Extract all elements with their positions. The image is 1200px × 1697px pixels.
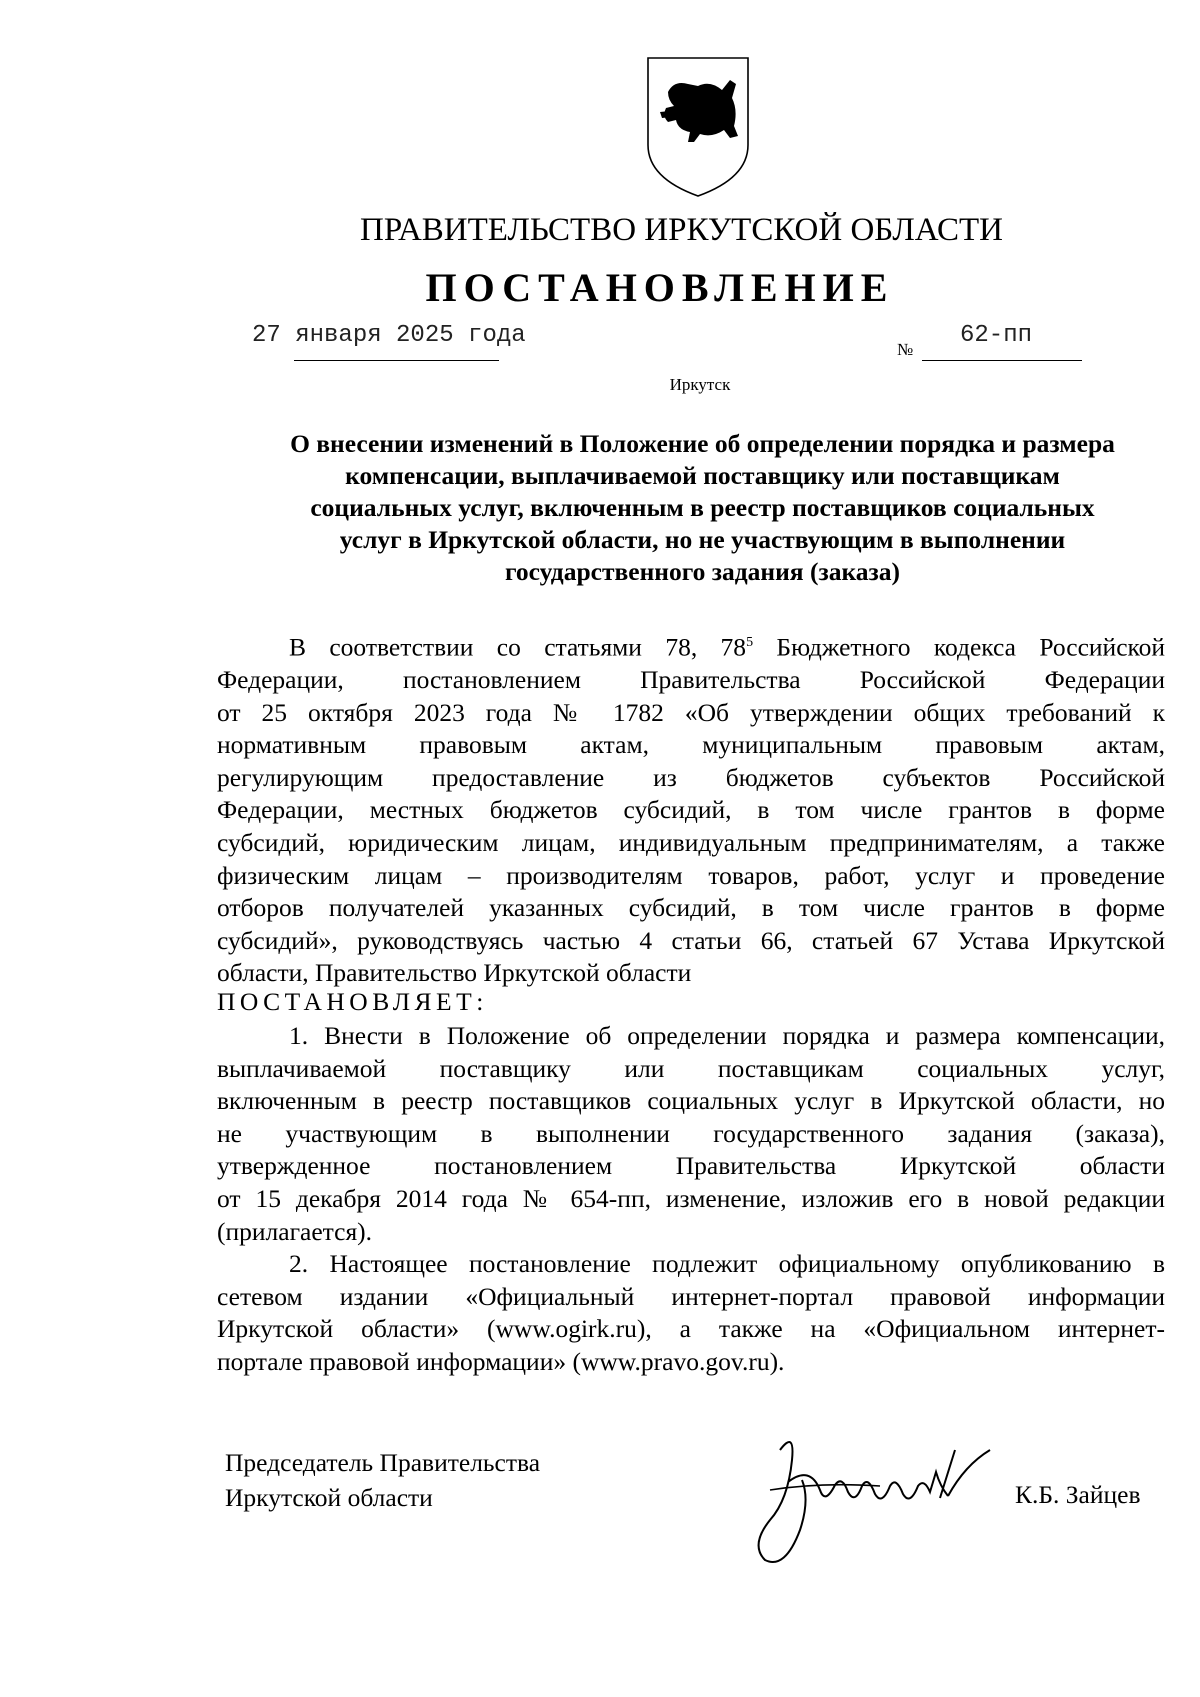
signatory-position (225, 1445, 540, 1515)
signatory-position-line: Иркутской области (225, 1483, 433, 1512)
resolves-heading: ПОСТАНОВЛЯЕТ: (217, 987, 488, 1016)
item-1-paragraph (217, 1020, 1165, 1248)
number-sign: № (897, 340, 914, 359)
number-underline (922, 360, 1082, 361)
paragraph-line: от 15 декабря 2014 года № 654-пп, изменение, изложив его в новой редакции (217, 1183, 1165, 1213)
paragraph-line: регулирующим предоставление из бюджетов субъектов Российской (217, 762, 1165, 792)
document-number: 62-пп (960, 322, 1033, 349)
document-title (210, 428, 1195, 588)
paragraph-line: Иркутской области» (www.ogirk.ru), а также на «Официальном интернет- (217, 1314, 1165, 1344)
paragraph-line: утвержденное постановлением Правительства Иркутской области (217, 1151, 1165, 1181)
paragraph-line: портале правовой информации» (www.pravo.gov.ru). (217, 1346, 785, 1376)
document-city: Иркутск (669, 375, 731, 394)
paragraph-line: не участвующим в выполнении государственного задания (заказа), (217, 1118, 1165, 1148)
document-type: ПОСТАНОВЛЕНИЕ (425, 265, 895, 310)
date-underline (294, 360, 499, 361)
superscript: 5 (746, 635, 754, 650)
paragraph-line: включенным в реестр поставщиков социальных услуг в Иркутской области, но (217, 1086, 1165, 1116)
document-date: 27 января 2025 года (252, 322, 526, 349)
paragraph-line: 1. Внести в Положение об определении порядка и размера компенсации, (289, 1021, 1165, 1050)
signatory-name: К.Б. Зайцев (1015, 1480, 1141, 1509)
paragraph-line: субсидий», руководствуясь частью 4 статьи 66, статьей 67 Устава Иркутской (217, 925, 1165, 955)
irkutsk-coat-of-arms-icon (638, 50, 758, 200)
paragraph-line: Федерации, местных бюджетов субсидий, в том числе грантов в форме (217, 795, 1165, 825)
paragraph-line: нормативным правовым актам, муниципальным правовым актам, (217, 730, 1165, 760)
title-line: компенсации, выплачиваемой поставщику или поставщикам (345, 461, 1060, 490)
title-line: услуг в Иркутской области, но не участвующим в выполнении (339, 525, 1066, 554)
organization-name: ПРАВИТЕЛЬСТВО ИРКУТСКОЙ ОБЛАСТИ (360, 212, 1003, 248)
title-line: государственного задания (заказа) (504, 557, 901, 586)
title-line: О внесении изменений в Положение об определении порядка и размера (290, 429, 1115, 458)
paragraph-line: выплачиваемой поставщику или поставщикам социальных услуг, (217, 1053, 1165, 1083)
paragraph-line: отборов получателей указанных субсидий, в том числе грантов в форме (217, 893, 1165, 923)
paragraph-line: области, Правительство Иркутской области (217, 958, 692, 988)
paragraph-line: (прилагается). (217, 1216, 373, 1246)
paragraph-line: физическим лицам – производителям товаров, работ, услуг и проведение (217, 860, 1165, 890)
paragraph-line: В соответствии со статьями 78, $78^5$ Бюджетного кодекса Российской (289, 632, 1165, 662)
paragraph-line: сетевом издании «Официальный интернет-портал правовой информации (217, 1281, 1165, 1311)
item-2-paragraph (217, 1248, 1165, 1378)
paragraph-line: Федерации, постановлением Правительства Российской Федерации (217, 665, 1165, 695)
preamble-paragraph (217, 627, 1165, 990)
paragraph-line: от 25 октября 2023 года № 1782 «Об утверждении общих требований к (217, 697, 1165, 727)
signatory-position-line: Председатель Правительства (225, 1448, 541, 1477)
paragraph-line: 2. Настоящее постановление подлежит официальному опубликованию в (289, 1249, 1165, 1278)
handwritten-signature-icon (740, 1420, 1020, 1570)
title-line: социальных услуг, включенным в реестр поставщиков социальных (310, 493, 1095, 522)
paragraph-line: субсидий, юридическим лицам, индивидуальным предпринимателям, а также (217, 828, 1165, 858)
